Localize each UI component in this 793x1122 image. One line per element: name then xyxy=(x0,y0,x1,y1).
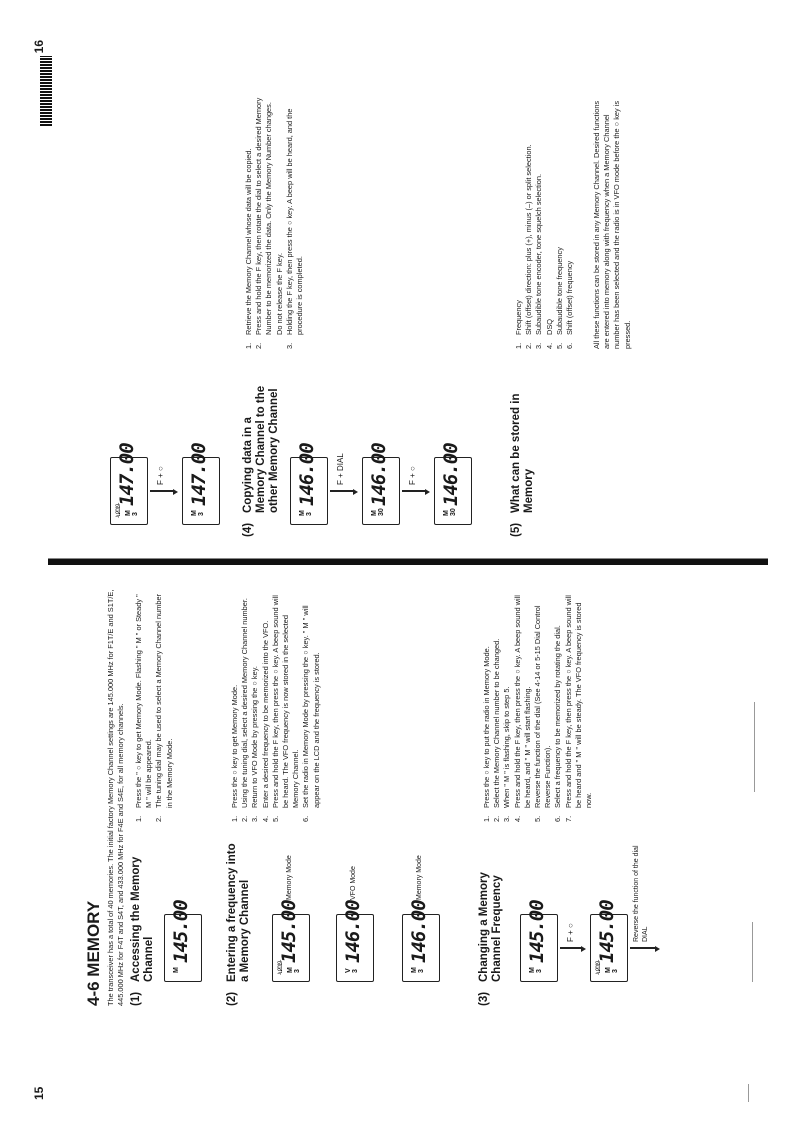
lcd-display: M 3 147.00 xyxy=(182,457,220,525)
heading-entering-frequency: (2)Entering a frequency into a Memory Channel xyxy=(226,843,251,1006)
section-title: 4-6 MEMORY xyxy=(84,900,103,1006)
memory-note: All these functions can be stored in any Memory Channel. Desired functions are entered into memory along with frequency when a Memory Channel number has been selected and the radio is in VFO mode before the ○ key is pressed. xyxy=(592,100,632,349)
lcd-display: M 30 146.00 xyxy=(434,457,472,525)
scan-mark xyxy=(754,702,755,792)
key-combination: F + ○ xyxy=(156,466,165,485)
lcd-display: M 145.00 xyxy=(164,914,202,982)
page-number-left: 15 xyxy=(32,1086,46,1100)
key-combination: F + DIAL xyxy=(336,453,345,485)
display-caption: Memory Mode xyxy=(416,855,423,900)
display-caption: VFO Mode xyxy=(350,866,357,900)
flow-arrow xyxy=(402,491,426,493)
key-combination: F + ○ xyxy=(408,466,417,485)
heading-what-can-be-stored: (5)What can be stored in Memory xyxy=(510,393,535,537)
heading-changing-frequency: (3)Changing a Memory Channel Frequency xyxy=(478,872,503,1006)
lcd-display: M 30 146.00 xyxy=(362,457,400,525)
list-storable-items: 1. Frequency 2. Shift (offset) direction: plus (+), minus (–) or split selection. 3. Subaudible tone encoder, tone squelch selection. 4. DSQ 5. Subaudible tone frequency 6. Shift (offset) frequency xyxy=(514,144,575,349)
lcd-display: -\u2019- M 3 147.00 xyxy=(110,457,148,525)
steps-copying-data: 1. Retrieve the Memory Channel whose data will be copied. 2. Press and hold the F key, then rotate the dial to select a desired Memory Number to be memorized the data. Only the Memory Number changes. Do not release the F key. 3. Holding the F key, then press the ○ key. A beep will be heard, and the procedure is completed. xyxy=(244,97,305,349)
page-15 xyxy=(0,561,793,1122)
intro-paragraph: The transceiver has a total of 40 memories. The initial factory Memory Channel settings are 145.000 MHz for F1T/E and S1T/E, 445.000 MHz for F4T and S4T, and 433.000 MHz for F4E and S4E, for all memory channels. xyxy=(106,589,125,1006)
scan-mark xyxy=(748,1084,749,1102)
display-caption: Memory Mode xyxy=(286,855,293,900)
flow-arrow xyxy=(560,948,582,950)
lcd-display: M 3 146.00 xyxy=(290,457,328,525)
steps-accessing-memory: 1. Press the " ○ key to get Memory Mode. Flashing " M " or Steady " M " will be appeared. 2. The tuning dial may be used to select a Memory Channel number in the Memory Mode. xyxy=(134,593,174,822)
flow-arrow xyxy=(330,491,354,493)
scan-mark xyxy=(752,922,753,982)
flow-arrow xyxy=(150,491,174,493)
dial-caption: Reverse the function of the dial DIAL xyxy=(633,845,649,942)
lcd-display: M 3 146.00 xyxy=(402,914,440,982)
lcd-display: -\u2019- M 3 145.00 xyxy=(272,914,310,982)
lcd-display: M 3 145.00 xyxy=(520,914,558,982)
steps-entering-frequency: 1. Press the ○ key to get Memory Mode. 2. Using the tuning dial, select a desired Memory Channel number. 3. Return to VFO Mode by pressing the ○ key. 4. Enter a desired frequency to be memorized into the VFO. 5. Press and hold the F key, then press the ○ key. A beep sound will be heard. The VFO frequency is now stored in the selected Memory Channel. 6. Set the radio in Memory Mode by pressing the ○ key. " M " will appear on the LCD and the frequency is stored. xyxy=(230,595,321,822)
heading-copying-data: (4)Copying data in a Memory Channel to the other Memory Channel xyxy=(242,385,280,537)
lcd-display: V 3 146.00 xyxy=(336,914,374,982)
steps-changing-frequency: 1. Press the ○ key to put the radio in Memory Mode. 2. Select the Memory Channel number to be changed. 3. When " M " is flashing, skip to step 5. 4. Press and hold the F key, then press the ○ key. A beep sound will be heard, and " M " will start flashing. 5. Reverse the function of the dial (See 4-14 or 5-15 Dial Control Reverse Function). 6. Select a frequency to be memorized by rotating the dial. 7. Press and hold the F key, then press the ○ key. A beep sound will be heard and " M " will be steady. The VFO frequency is stored now. xyxy=(482,595,594,822)
section-tab-marker xyxy=(40,56,52,126)
heading-accessing-memory: (1)Accessing the Memory Channel xyxy=(130,856,155,1006)
page-number-right: 16 xyxy=(32,40,46,54)
key-combination: F + ○ xyxy=(566,923,575,942)
lcd-display: -\u2019- M 3 145.00 xyxy=(590,914,628,982)
flow-arrow xyxy=(630,948,656,950)
